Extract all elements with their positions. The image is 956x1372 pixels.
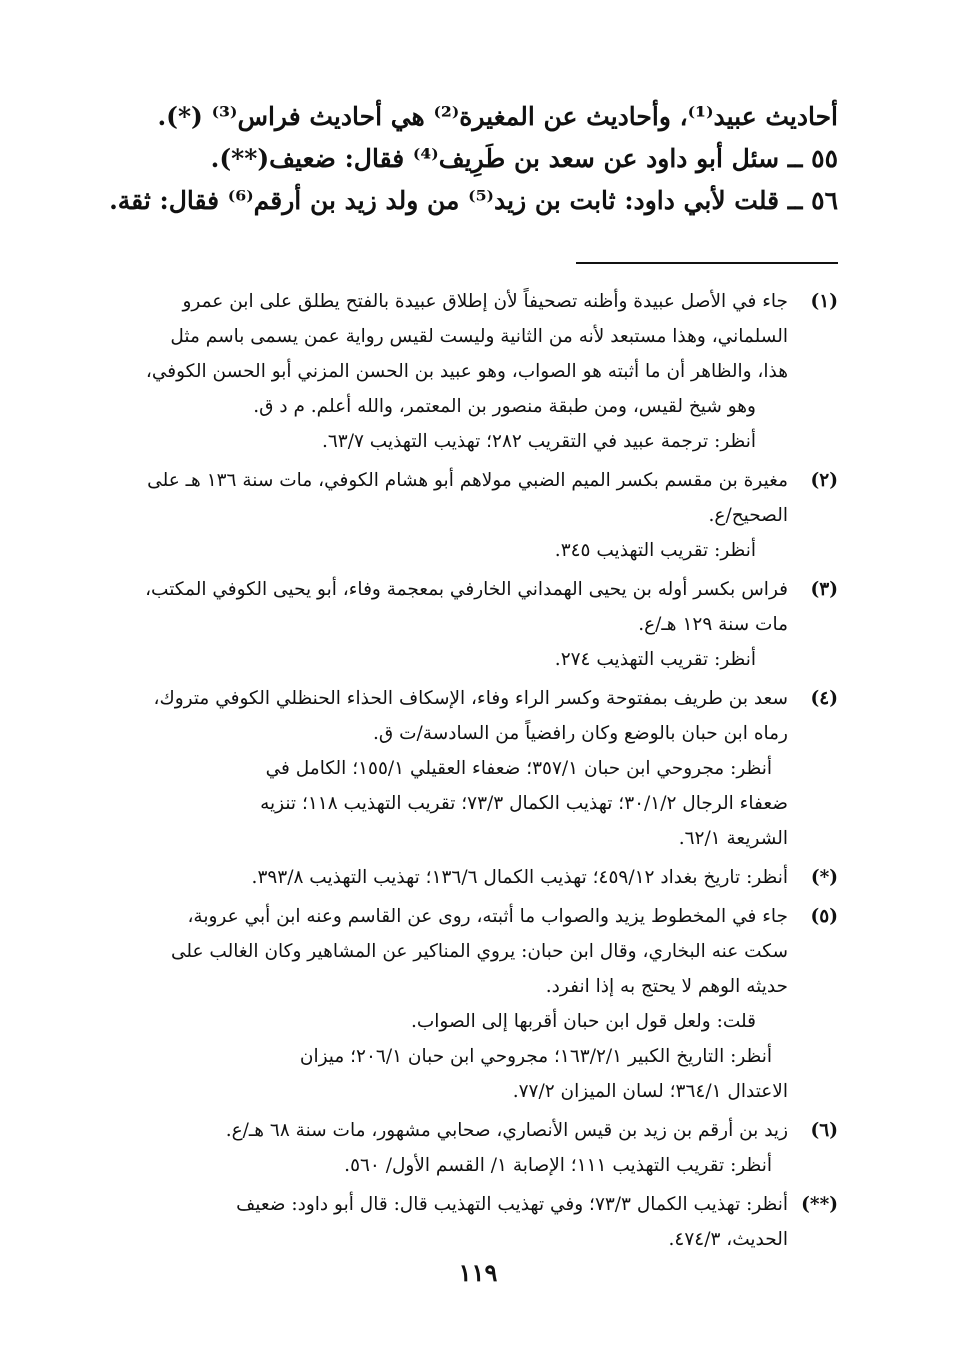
footnote-reference: الشريعة ٦٢/١. bbox=[678, 828, 788, 849]
footnote-double-star bbox=[134, 1187, 838, 1257]
footnote-reference: الاعتدال ٣٦٤/١؛ لسان الميزان ٧٧/٢. bbox=[512, 1081, 788, 1102]
footnote-line: مات سنة ١٢٩ هـ/ع. bbox=[638, 614, 788, 635]
footnote-line: هذا، والظاهر أن ما أثبته هو الصواب، وهو عبيد بن الحسن المزني أبو الحسن الكوفي، bbox=[145, 361, 788, 382]
footnote-line: حديثه الوهم لا يحتج به إذا انفرد. bbox=[545, 976, 788, 997]
footnote-reference: ضعفاء الرجال ٣٠/١/٢؛ تهذيب الكمال ٧٣/٣؛ تقريب التهذيب ١١٨؛ تنزيه bbox=[260, 793, 788, 814]
footnote-number: (*) bbox=[810, 867, 838, 888]
footnote-line: الصحيح/ع. bbox=[708, 505, 788, 526]
footnote-star bbox=[134, 860, 838, 895]
footnote-line: جاء في المخطوط يزيد والصواب ما أثبته، روى عن القاسم وعنه ابن أبي عروبة، bbox=[187, 906, 788, 927]
footnote-line: سعد بن طريف بمفتوحة وكسر الراء وفاء، الإسكاف الحذاء الحنظلي الكوفي متروك، bbox=[153, 688, 788, 709]
footnote-line: رماه ابن حبان بالوضع وكان رافضياً من السادسة/ت ق. bbox=[373, 723, 788, 744]
footnote-2 bbox=[134, 463, 838, 568]
footnote-line: قلت: ولعل قول ابن حبان أقربها إلى الصواب. bbox=[410, 1011, 756, 1032]
footnotes bbox=[134, 284, 838, 1261]
footnote-number: (١) bbox=[810, 291, 838, 312]
footnote-reference: أنظر: تقريب التهذيب ٣٤٥. bbox=[554, 540, 756, 561]
main-text-line-55: ٥٥ ــ سئل أبو داود عن سعد بن طَرِيف⁽⁴⁾ فقال: ضعيف(**). bbox=[210, 144, 838, 173]
footnote-number: (**) bbox=[801, 1194, 838, 1215]
footnote-reference: أنظر: تهذيب الكمال ٧٣/٣؛ وفي تهذيب التهذيب قال: قال أبو داود: ضعيف bbox=[236, 1194, 788, 1215]
footnote-line: فراس بكسر أوله بن يحيى الهمداني الخارفي بمعجمة وفاء، أبو يحيى الكوفي المكتب، bbox=[145, 579, 788, 600]
footnote-6 bbox=[134, 1113, 838, 1183]
footnote-line: مغيرة بن مقسم بكسر الميم الضبي مولاهم أبو هشام الكوفي، مات سنة ١٣٦ هـ على bbox=[147, 470, 788, 491]
footnote-number: (٣) bbox=[810, 579, 838, 600]
footnote-reference: أنظر: تقريب التهذيب ٢٧٤. bbox=[554, 649, 756, 670]
footnote-line: زيد بن أرقم بن زيد بن قيس الأنصاري، صحابي مشهور، مات سنة ٦٨ هـ/ع. bbox=[225, 1120, 788, 1141]
footnote-line: السلماني، وهذا مستبعد لأنه من الثانية وليست لقيس رواية عمن يسمى باسم مثل bbox=[170, 326, 788, 347]
footnote-number: (٤) bbox=[810, 688, 838, 709]
footnote-line: سكت عنه البخاري، وقال ابن حبان: يروي المناكير عن المشاهير وكان الغالب على bbox=[170, 941, 788, 962]
footnote-reference: أنظر: التاريخ الكبير ١٦٣/٢/١؛ مجروحي ابن حبان ٢٠٦/١؛ ميزان bbox=[299, 1046, 772, 1067]
main-text-line: أحاديث عبيد⁽¹⁾، وأحاديث عن المغيرة⁽²⁾ هي أحاديث فراس⁽³⁾ (*). bbox=[157, 102, 838, 131]
footnote-number: (٥) bbox=[810, 906, 838, 927]
footnote-number: (٦) bbox=[810, 1120, 838, 1141]
main-text bbox=[109, 96, 838, 222]
footnote-reference: أنظر: تاريخ بغداد ٤٥٩/١٢؛ تهذيب الكمال ١٣٦/٦؛ تهذيب التهذيب ٣٩٣/٨. bbox=[251, 867, 788, 888]
footnote-3 bbox=[134, 572, 838, 677]
footnote-4 bbox=[134, 681, 838, 856]
footnote-line: وهو شيخ لقيس، ومن طبقة منصور بن المعتمر، والله أعلم. م د ق. bbox=[253, 396, 756, 417]
main-text-line-56: ٥٦ ــ قلت لأبي داود: ثابت بن زيد⁽⁵⁾ من ولد زيد بن أرقم⁽⁶⁾ فقال: ثقة. bbox=[109, 186, 838, 215]
page-number: ١١٩ bbox=[458, 1258, 498, 1287]
footnote-reference: أنظر: تقريب التهذيب ١١١؛ الإصابة ١/ القسم الأول/ ٥٦٠. bbox=[344, 1155, 772, 1176]
footnote-divider bbox=[576, 262, 838, 264]
footnote-5 bbox=[134, 899, 838, 1109]
footnote-1 bbox=[134, 284, 838, 459]
footnote-number: (٢) bbox=[810, 470, 838, 491]
footnote-reference: أنظر: مجروحي ابن حبان ٣٥٧/١؛ ضعفاء العقيلي ١٥٥/١؛ الكامل في bbox=[265, 758, 772, 779]
footnote-reference: أنظر: ترجمة عبيد في التقريب ٢٨٢؛ تهذيب التهذيب ٦٣/٧. bbox=[321, 431, 756, 452]
footnote-line: جاء في الأصل عبيدة وأظنه تصحيفاً لأن إطلاق عبيدة بالفتح يطلق على ابن عمرو bbox=[182, 291, 788, 312]
footnote-reference: الحديث، ٤٧٤/٣. bbox=[668, 1229, 788, 1250]
